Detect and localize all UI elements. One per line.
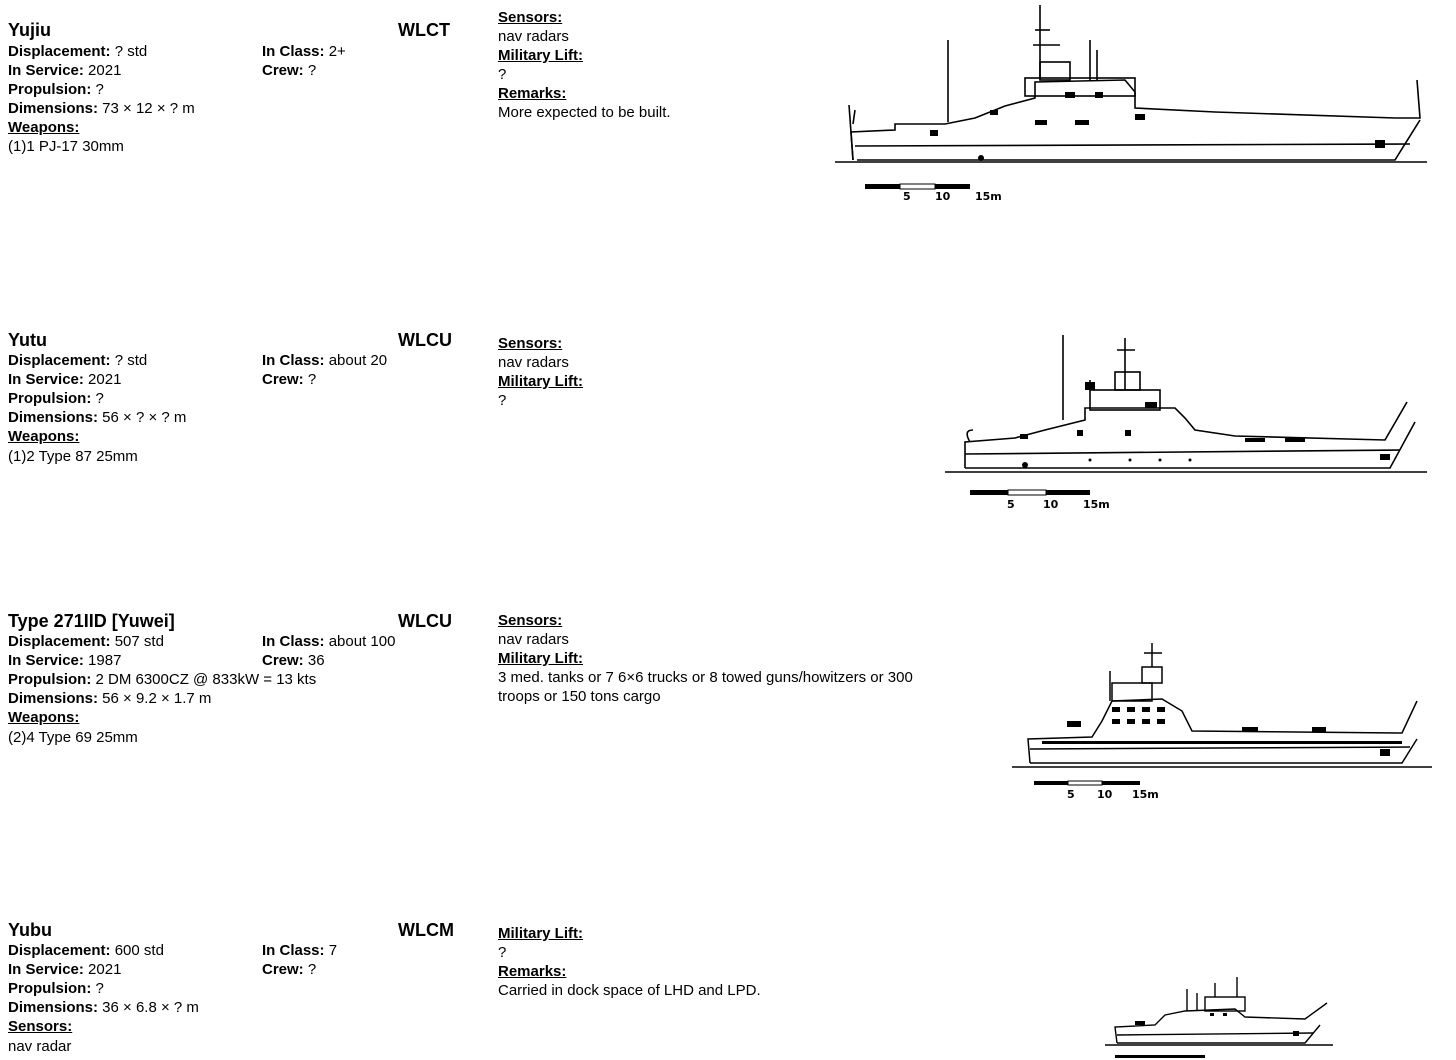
military-lift-value: ?: [498, 66, 507, 83]
in-service-line: In Service: 1987: [8, 652, 122, 669]
ship-type-code: WLCM: [398, 920, 454, 940]
scale-bar: [1034, 781, 1159, 801]
ship-name: Yujiu: [8, 20, 52, 40]
scale-label-10: 10: [1043, 498, 1059, 511]
weapons-value: (1)1 PJ-17 30mm: [8, 138, 124, 155]
dimensions-line: Dimensions: 73 × 12 × ? m: [8, 100, 195, 117]
in-class-line: In Class: 7: [262, 942, 338, 959]
scale-bar: [970, 490, 1110, 511]
military-lift-value-line-1: 3 med. tanks or 7 6×6 trucks or 8 towed guns/howitzers or 300: [498, 669, 913, 686]
scale-label-5: 5: [1007, 498, 1015, 511]
ship-profile-drawing: [835, 0, 1435, 205]
scale-label-15m: 15m: [1132, 788, 1159, 801]
weapons-value: (2)4 Type 69 25mm: [8, 729, 138, 746]
scale-bar: [865, 184, 1002, 203]
crew-line: Crew: ?: [262, 62, 317, 79]
military-lift-heading: Military Lift:: [498, 925, 583, 942]
dimensions-line: Dimensions: 56 × ? × ? m: [8, 409, 187, 426]
in-class-line: In Class: about 20: [262, 352, 388, 369]
in-class-line: In Class: about 100: [262, 633, 396, 650]
scale-label-10: 10: [935, 190, 951, 203]
weapons-value: (1)2 Type 87 25mm: [8, 448, 138, 465]
scale-label-15m: 15m: [975, 190, 1002, 203]
dimensions-line: Dimensions: 36 × 6.8 × ? m: [8, 999, 199, 1016]
remarks-value: More expected to be built.: [498, 104, 671, 121]
in-service-line: In Service: 2021: [8, 371, 122, 388]
ship-profile-drawing: [1105, 975, 1335, 1060]
sensors-value: nav radars: [498, 354, 569, 371]
sensors-value: nav radars: [498, 631, 569, 648]
ship-type-code: WLCT: [398, 20, 450, 40]
displacement-line: Displacement: 507 std: [8, 633, 164, 650]
sensors-value: nav radars: [498, 28, 569, 45]
propulsion-line: Propulsion: ?: [8, 390, 104, 407]
sensors-heading: Sensors:: [498, 612, 563, 629]
ship-type-code: WLCU: [398, 611, 452, 631]
scale-label-5: 5: [1067, 788, 1075, 801]
sensors-value: nav radar: [8, 1038, 72, 1055]
propulsion-line: Propulsion: ?: [8, 81, 104, 98]
weapons-heading: Weapons:: [8, 709, 80, 726]
remarks-heading: Remarks:: [498, 963, 567, 980]
military-lift-value-line-2: troops or 150 tons cargo: [498, 688, 661, 705]
scale-label-15m: 15m: [1083, 498, 1110, 511]
ship-name: Yutu: [8, 330, 47, 350]
in-class-line: In Class: 2+: [262, 43, 346, 60]
propulsion-line: Propulsion: 2 DM 6300CZ @ 833kW = 13 kts: [8, 671, 317, 688]
sensors-heading: Sensors:: [498, 9, 563, 26]
sensors-heading: Sensors:: [498, 335, 563, 352]
remarks-heading: Remarks:: [498, 85, 567, 102]
dimensions-line: Dimensions: 56 × 9.2 × 1.7 m: [8, 690, 212, 707]
ship-profile-drawing: [945, 330, 1435, 515]
remarks-value: Carried in dock space of LHD and LPD.: [498, 982, 761, 999]
displacement-line: Displacement: ? std: [8, 43, 148, 60]
sensors-heading: Sensors:: [8, 1018, 73, 1035]
crew-line: Crew: ?: [262, 961, 317, 978]
propulsion-line: Propulsion: ?: [8, 980, 104, 997]
weapons-heading: Weapons:: [8, 119, 80, 136]
ship-type-code: WLCU: [398, 330, 452, 350]
in-service-line: In Service: 2021: [8, 961, 122, 978]
military-lift-value: ?: [498, 944, 507, 961]
ship-name: Type 271IID [Yuwei]: [8, 611, 175, 631]
military-lift-heading: Military Lift:: [498, 47, 583, 64]
military-lift-value: ?: [498, 392, 507, 409]
ship-name: Yubu: [8, 920, 52, 940]
crew-line: Crew: 36: [262, 652, 325, 669]
scale-label-5: 5: [903, 190, 911, 203]
in-service-line: In Service: 2021: [8, 62, 122, 79]
weapons-heading: Weapons:: [8, 428, 80, 445]
military-lift-heading: Military Lift:: [498, 650, 583, 667]
crew-line: Crew: ?: [262, 371, 317, 388]
displacement-line: Displacement: ? std: [8, 352, 148, 369]
displacement-line: Displacement: 600 std: [8, 942, 164, 959]
military-lift-heading: Military Lift:: [498, 373, 583, 390]
scale-label-10: 10: [1097, 788, 1113, 801]
ship-profile-drawing: [1012, 641, 1437, 806]
